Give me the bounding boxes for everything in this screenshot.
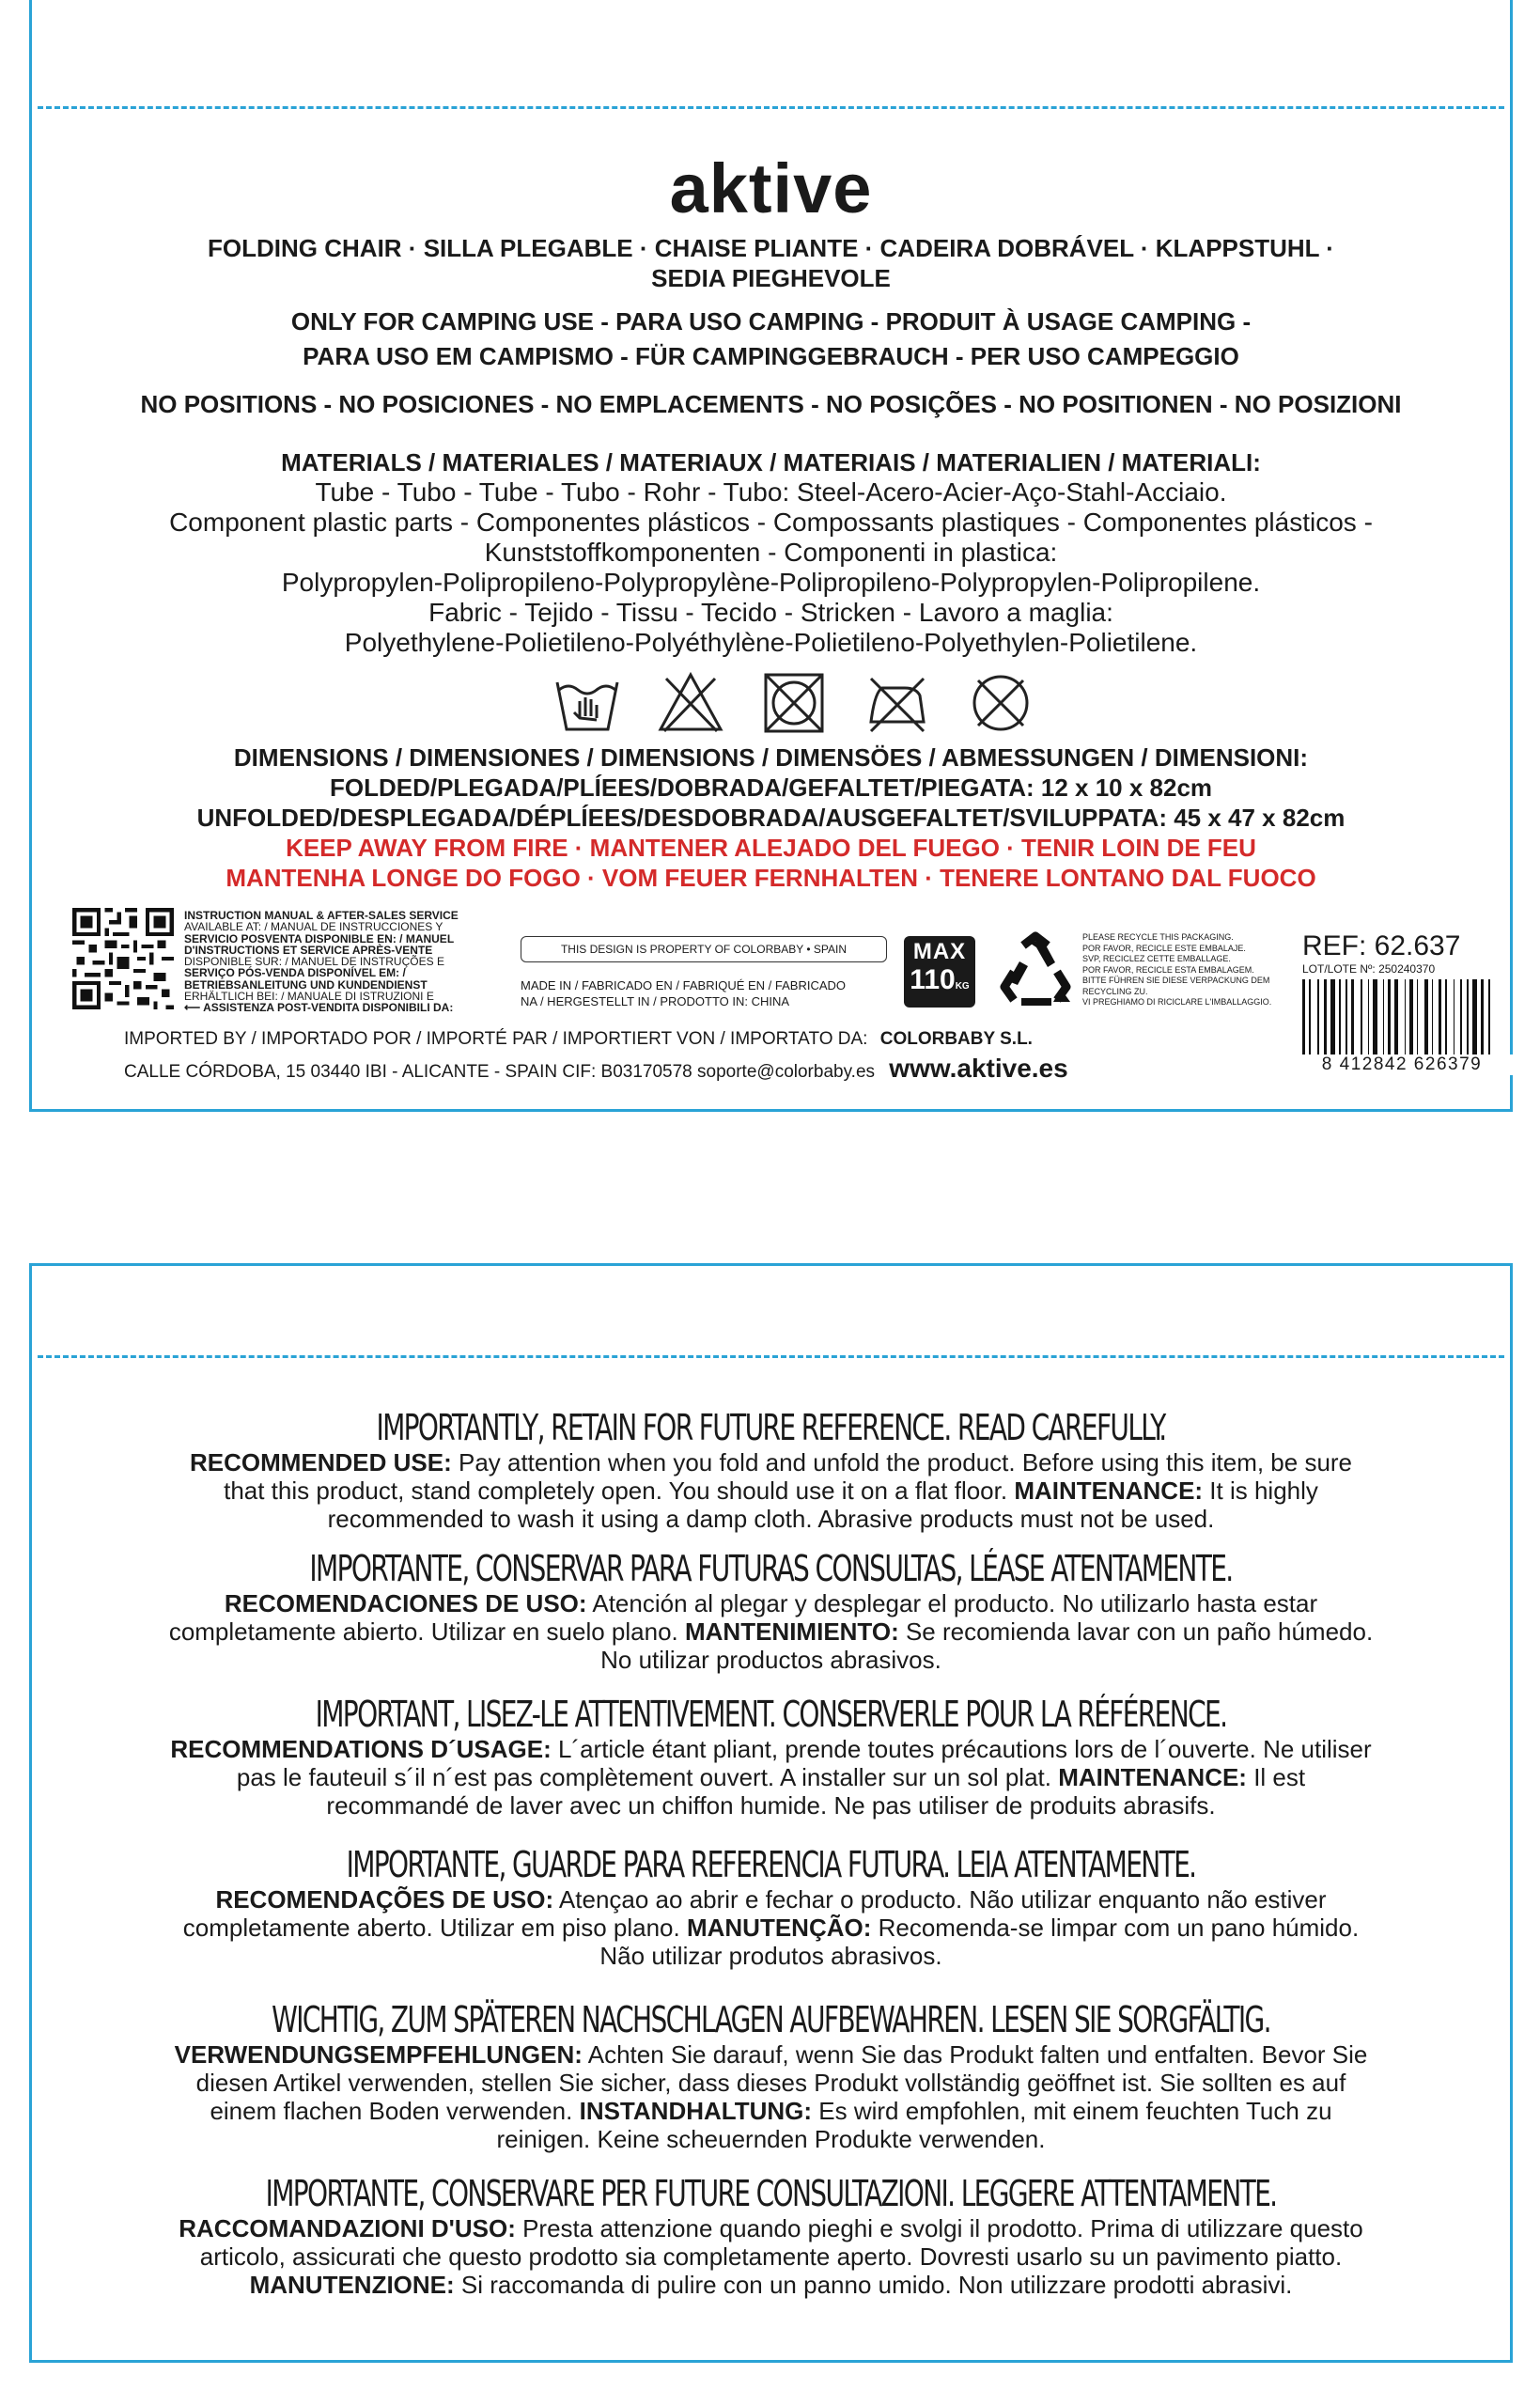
design-property-box: THIS DESIGN IS PROPERTY OF COLORBABY • SPAIN: [521, 936, 887, 962]
recycle-icon: [995, 930, 1076, 1011]
section-heading: IMPORTANTLY, RETAIN FOR FUTURE REFERENCE. READ CAREFULLY.: [376, 1407, 1166, 1448]
recycle-notice: PLEASE RECYCLE THIS PACKAGING. POR FAVOR, RECICLE ESTE EMBALAJE. SVP, RECICLEZ CETTE EMBALLAGE. POR FAVOR, RECICLE ESTA EMBALAGEM. BITTE FÜHREN SIE DIESE VERPACKUNG DEM RECYCLING ZU. VI PREGHIAMO DI RICICLARE L'IMBALLAGGIO.: [1082, 932, 1272, 1007]
cut-line: [38, 106, 1504, 109]
website-link[interactable]: www.aktive.es: [889, 1054, 1068, 1083]
section-heading: IMPORTANTE, CONSERVARE PER FUTURE CONSULTAZIONI. LEGGERE ATTENTAMENTE.: [265, 2173, 1277, 2214]
care-symbols: [553, 669, 1034, 737]
section-heading: IMPORTANT, LISEZ-LE ATTENTIVEMENT. CONSERVERLE POUR LA RÉFÉRENCE.: [315, 1694, 1227, 1735]
max-weight-badge: MAX 110KG: [904, 936, 975, 1008]
instructions-panel: [29, 1263, 1513, 2363]
product-names: FOLDING CHAIR · SILLA PLEGABLE · CHAISE PLIANTE · CADEIRA DOBRÁVEL · KLAPPSTUHL · SEDIA PIEGHEVOLE: [208, 234, 1334, 292]
qr-code-icon[interactable]: [72, 908, 174, 1009]
product-label-panel: [29, 0, 1513, 1112]
manual-info: INSTRUCTION MANUAL & AFTER-SALES SERVICE AVAILABLE AT: / MANUAL DE INSTRUCCIONES Y SERVICIO POSVENTA DISPONIBLE EN: / MANUEL D'INSTRUCTIONS ET SERVICE APRÈS-VENTE DISPONIBLE SUR: / MANUEL DE INSTRUÇÕES E SERVIÇO PÓS-VENDA DISPONÍVEL EM: / BETRIEBSANLEITUNG UND KUNDENDIENST ERHÄLTLICH BEI: / MANUALE DI ISTRUZIONI E ⟵ ASSISTENZA POST-VENDITA DISPONIBILI DA:: [184, 909, 459, 1015]
section-heading: IMPORTANTE, GUARDE PARA REFERENCIA FUTURA. LEIA ATENTAMENTE.: [346, 1844, 1196, 1885]
cut-line: [38, 1355, 1504, 1358]
no-dry-clean-icon: [967, 669, 1034, 737]
spanish-section: IMPORTANTE, CONSERVAR PARA FUTURAS CONSULTAS, LÉASE ATENTAMENTE. RECOMENDACIONES DE USO: Atención al plegar y desplegar el producto. No utilizarlo hasta estar completamente abierto. Utilizar en suelo plano. MANTENIMIENTO: Se recomienda lavar con un paño húmedo. No utilizar productos abrasivos.: [32, 1548, 1510, 1674]
italian-section: IMPORTANTE, CONSERVARE PER FUTURE CONSULTAZIONI. LEGGERE ATTENTAMENTE. RACCOMANDAZIONI D'USO: Presta attenzione quando pieghi e svolgi il prodotto. Prima di utilizzare questo articolo, assicurati che questo prodotto sia completamente aperto. Dovresti usarlo su un pavimento piatto. MANUTENZIONE: Si raccomanda di pulire con un panno umido. Non utilizzare prodotti abrasivi.: [32, 2173, 1510, 2299]
hand-wash-icon: [553, 669, 621, 737]
section-heading: WICHTIG, ZUM SPÄTEREN NACHSCHLAGEN AUFBEWAHREN. LESEN SIE SORGFÄLTIG.: [272, 1999, 1270, 2040]
brand-logo: aktive: [669, 149, 873, 227]
no-bleach-icon: [657, 669, 724, 737]
importer-line: IMPORTED BY / IMPORTADO POR / IMPORTÉ PAR / IMPORTIERT VON / IMPORTATO DA: COLORBABY S.L.: [124, 1029, 1033, 1049]
fire-warning: KEEP AWAY FROM FIRE · MANTENER ALEJADO DEL FUEGO · TENIR LOIN DE FEU MANTENHA LONGE DO FOGO · VOM FEUER FERNHALTEN · TENERE LONTANO DAL FUOCO: [226, 834, 1316, 892]
no-tumble-dry-icon: [760, 669, 828, 737]
made-in: MADE IN / FABRICADO EN / FABRIQUÉ EN / FABRICADO NA / HERGESTELLT IN / PRODOTTO IN: CHINA: [521, 978, 847, 1008]
section-heading: IMPORTANTE, CONSERVAR PARA FUTURAS CONSULTAS, LÉASE ATENTAMENTE.: [309, 1548, 1233, 1589]
dimensions-section: DIMENSIONS / DIMENSIONES / DIMENSIONS / DIMENSÖES / ABMESSUNGEN / DIMENSIONI: FOLDED/PLEGADA/PLÍEES/DOBRADA/GEFALTET/PIEGATA: 12 x 10 x 82cm UNFOLDED/DESPLEGADA/DÉPLÍEES/DESDOBRADA/AUSGEFALTET/SVILUPPATA: 45 x 47 x 82cm: [196, 743, 1346, 832]
barcode-number: 8 412842 626379: [1289, 1055, 1515, 1075]
english-section: IMPORTANTLY, RETAIN FOR FUTURE REFERENCE. READ CAREFULLY. RECOMMENDED USE: Pay attention when you fold and unfold the product. Before using this item, be sure that this product, stand completely open. You should use it on a flat floor. MAINTENANCE: It is highly recommended to wash it using a damp cloth. Abrasive products must not be used.: [32, 1407, 1510, 1533]
materials-section: MATERIALS / MATERIALES / MATERIAUX / MATERIAIS / MATERIALIEN / MATERIALI: Tube - Tubo - Tube - Tubo - Rohr - Tubo: Steel-Acero-Acier-Aço-Stahl-Acciaio. Component plastic parts - Componentes plásticos - Compossants plastiques - Componentes plásticos - Kunststoffkomponenten - Componenti in plastica: Polypropylen-Polipropileno-Polypropylène-Polipropileno-Polypropylen-Polipropilene. Fabric - Tejido - Tissu - Tecido - Stricken - Lavoro a maglia: Polyethylene-Polietileno-Polyéthylène-Polietileno-Polyethylen-Polietilene.: [169, 448, 1373, 657]
no-iron-icon: [863, 669, 931, 737]
camping-use-notice: ONLY FOR CAMPING USE - PARA USO CAMPING - PRODUIT À USAGE CAMPING - PARA USO EM CAMPISMO - FÜR CAMPINGGEBRAUCH - PER USO CAMPEGGIO: [290, 307, 1252, 370]
reference-number: REF: 62.637: [1302, 930, 1461, 961]
french-section: IMPORTANT, LISEZ-LE ATTENTIVEMENT. CONSERVERLE POUR LA RÉFÉRENCE. RECOMMENDATIONS D´USAGE: L´article étant pliant, prende toutes précautions lors de l´ouverte. Ne utiliser pas le fauteuil s´il n´est pas complètement ouvert. A installer sur un sol plat. MAINTENANCE: Il est recommandé de laver avec un chiffon humide. Ne pas utiliser de produits abrasifs.: [32, 1694, 1510, 1820]
address-line: CALLE CÓRDOBA, 15 03440 IBI - ALICANTE - SPAIN CIF: B03170578 soporte@colorbaby.es www.aktive.es: [124, 1054, 1068, 1083]
lot-number: LOT/LOTE Nº: 250240370: [1302, 962, 1436, 976]
german-section: WICHTIG, ZUM SPÄTEREN NACHSCHLAGEN AUFBEWAHREN. LESEN SIE SORGFÄLTIG. VERWENDUNGSEMPFEHLUNGEN: Achten Sie darauf, wenn Sie das Produkt falten und entfalten. Bevor Sie diesen Artikel verwenden, stellen Sie sicher, dass dieses Produkt vollständig geöffnet ist. Sie sollten es auf einem flachen Boden verwenden. INSTANDHALTUNG: Es wird empfohlen, mit einem feuchten Tuch zu reinigen. Keine scheuernden Produkte verwenden.: [32, 1999, 1510, 2153]
portuguese-section: IMPORTANTE, GUARDE PARA REFERENCIA FUTURA. LEIA ATENTAMENTE. RECOMENDAÇÕES DE USO: Atençao ao abrir e fechar o producto. Não utilizar enquanto não estiver completamente aberto. Utilizar em piso plano. MANUTENÇÃO: Recomenda-se limpar com un pano húmido. Não utilizar produtos abrasivos.: [32, 1844, 1510, 1970]
positions-notice: NO POSITIONS - NO POSICIONES - NO EMPLACEMENTS - NO POSIÇÕES - NO POSITIONEN - NO POSIZIONI: [140, 390, 1402, 418]
